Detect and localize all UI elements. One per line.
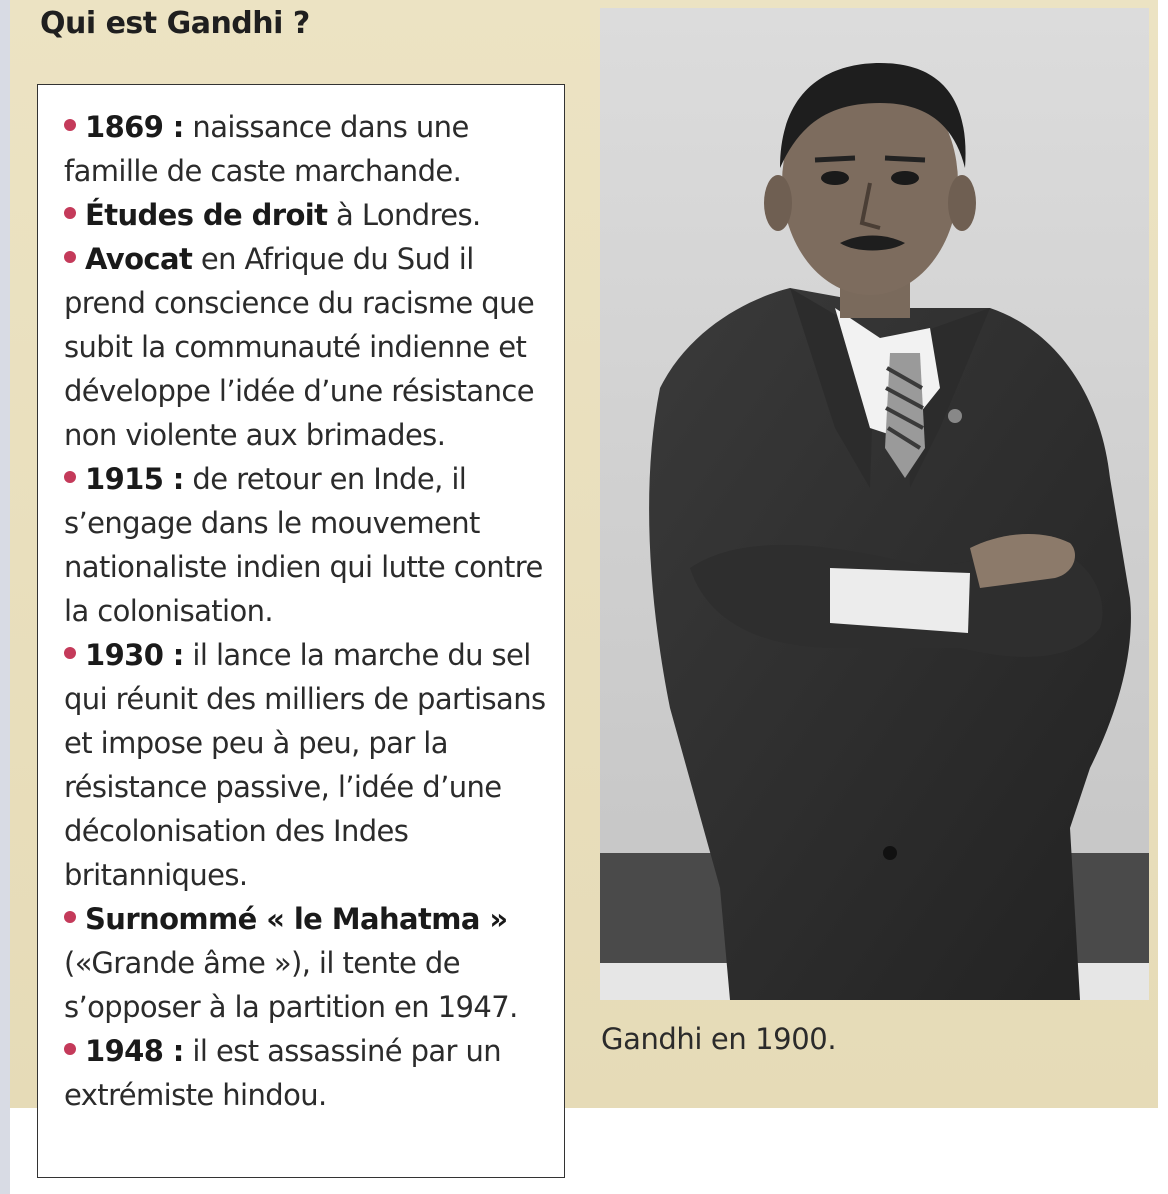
bullet-icon (64, 251, 76, 263)
page-edge (0, 0, 10, 1194)
item-text: («Grande âme »), il tente de s’opposer à la partition en 1947. (64, 946, 518, 1024)
bullet-icon (64, 647, 76, 659)
item-text: il lance la marche du sel qui réunit des milliers de partisans et impose peu à peu, par la résistance passive, l’idée d’une décolonisation des Indes britanniques. (64, 638, 546, 892)
item-heading: 1869 : (85, 110, 184, 144)
item-text: il est assassiné par un extrémiste hindou. (64, 1034, 502, 1112)
item-text: à Londres. (327, 198, 481, 232)
list-item (64, 237, 554, 457)
item-text: en Afrique du Sud il prend conscience du racisme que subit la communauté indienne et développe l’idée d’une résistance non violente aux brimades. (64, 242, 535, 452)
biography-list (64, 105, 554, 1117)
photo-caption: Gandhi en 1900. (601, 1022, 837, 1056)
portrait-photo (600, 8, 1149, 1000)
bullet-icon (64, 1043, 76, 1055)
item-text: naissance dans une famille de caste marchande. (64, 110, 469, 188)
biography-box (37, 84, 565, 1178)
bullet-icon (64, 119, 76, 131)
list-item (64, 193, 554, 237)
list-item (64, 897, 554, 1029)
page-title: Qui est Gandhi ? (40, 6, 310, 41)
item-heading: 1915 : (85, 462, 184, 496)
list-item (64, 633, 554, 897)
item-heading: Avocat (85, 242, 193, 276)
bullet-icon (64, 471, 76, 483)
bullet-icon (64, 207, 76, 219)
portrait-illustration (600, 8, 1149, 1000)
list-item (64, 1029, 554, 1117)
list-item (64, 105, 554, 193)
item-heading: 1930 : (85, 638, 184, 672)
item-heading: Études de droit (85, 198, 328, 232)
item-text: de retour en Inde, il s’engage dans le mouvement nationaliste indien qui lutte contre la colonisation. (64, 462, 543, 628)
list-item (64, 457, 554, 633)
bullet-icon (64, 911, 76, 923)
item-heading: 1948 : (85, 1034, 184, 1068)
item-heading: Surnommé « le Mahatma » (85, 902, 508, 936)
